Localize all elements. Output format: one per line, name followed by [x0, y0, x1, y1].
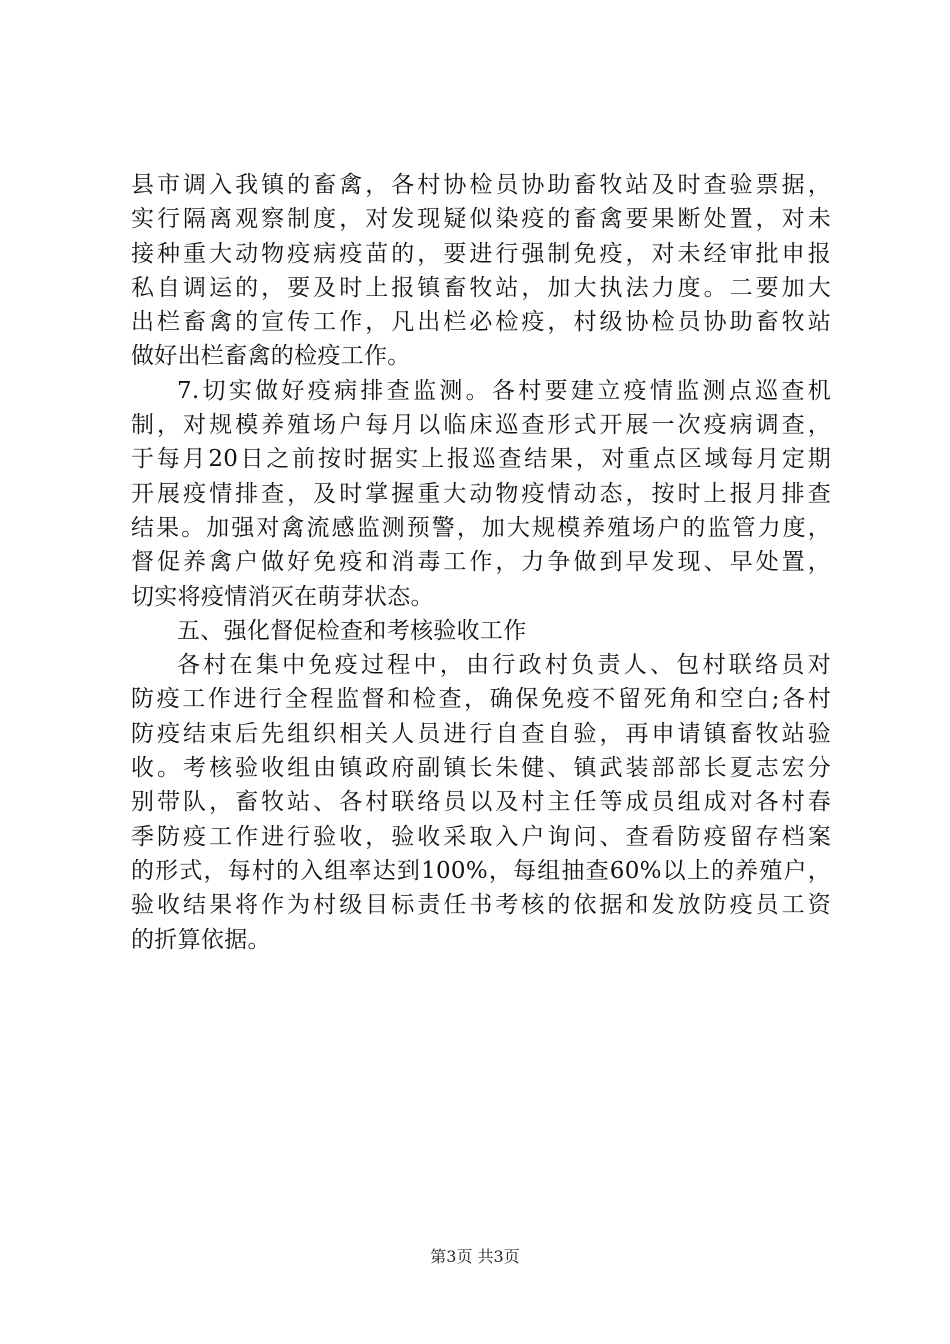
paragraph-line: 五、强化督促检查和考核验收工作: [177, 617, 527, 644]
paragraph-line: 结果。加强对禽流感监测预警，加大规模养殖场户的监管力度，: [131, 514, 831, 541]
paragraph-line: 防疫结束后先组织相关人员进行自查自验，再申请镇畜牧站验: [131, 720, 831, 747]
paragraph-line: 做好出栏畜禽的检疫工作。: [131, 343, 411, 370]
paragraph-line: 切实将疫情消灭在萌芽状态。: [131, 583, 434, 610]
paragraph-line: 的形式，每村的入组率达到100%，每组抽查60%以上的养殖户，: [131, 857, 831, 884]
paragraph-line: 于每月20日之前按时据实上报巡查结果，对重点区域每月定期: [131, 446, 831, 473]
paragraph-line: 私自调运的，要及时上报镇畜牧站，加大执法力度。二要加大: [131, 274, 831, 301]
document-body: [131, 168, 831, 957]
paragraph-line: 7.切实做好疫病排查监测。各村要建立疫情监测点巡查机: [177, 377, 831, 404]
paragraph-line: 督促养禽户做好免疫和消毒工作，力争做到早发现、早处置，: [131, 549, 831, 576]
paragraph-line: 县市调入我镇的畜禽，各村协检员协助畜牧站及时查验票据，: [131, 172, 831, 198]
paragraph-line: 防疫工作进行全程监督和检查，确保免疫不留死角和空白;各村: [131, 686, 831, 713]
paragraph-line: 收。考核验收组由镇政府副镇长朱健、镇武装部部长夏志宏分: [131, 755, 831, 782]
paragraph-line: 各村在集中免疫过程中，由行政村负责人、包村联络员对: [177, 652, 831, 679]
paragraph-line: 开展疫情排查，及时掌握重大动物疫情动态，按时上报月排查: [131, 480, 831, 507]
paragraph-line: 验收结果将作为村级目标责任书考核的依据和发放防疫员工资: [131, 892, 831, 919]
paragraph-line: 接种重大动物疫病疫苗的，要进行强制免疫，对未经审批申报: [131, 240, 831, 267]
paragraph-line: 的折算依据。: [131, 926, 271, 953]
page-footer: 第3页 共3页: [430, 1247, 520, 1266]
paragraph-line: 别带队，畜牧站、各村联络员以及村主任等成员组成对各村春: [131, 789, 831, 816]
paragraph-line: 制，对规模养殖场户每月以临床巡查形式开展一次疫病调查，: [131, 412, 831, 439]
paragraph-line: 实行隔离观察制度，对发现疑似染疫的畜禽要果断处置，对未: [131, 206, 831, 233]
paragraph-line: 季防疫工作进行验收，验收采取入户询问、查看防疫留存档案: [131, 823, 831, 850]
paragraph-line: 出栏畜禽的宣传工作，凡出栏必检疫，村级协检员协助畜牧站: [131, 309, 831, 336]
